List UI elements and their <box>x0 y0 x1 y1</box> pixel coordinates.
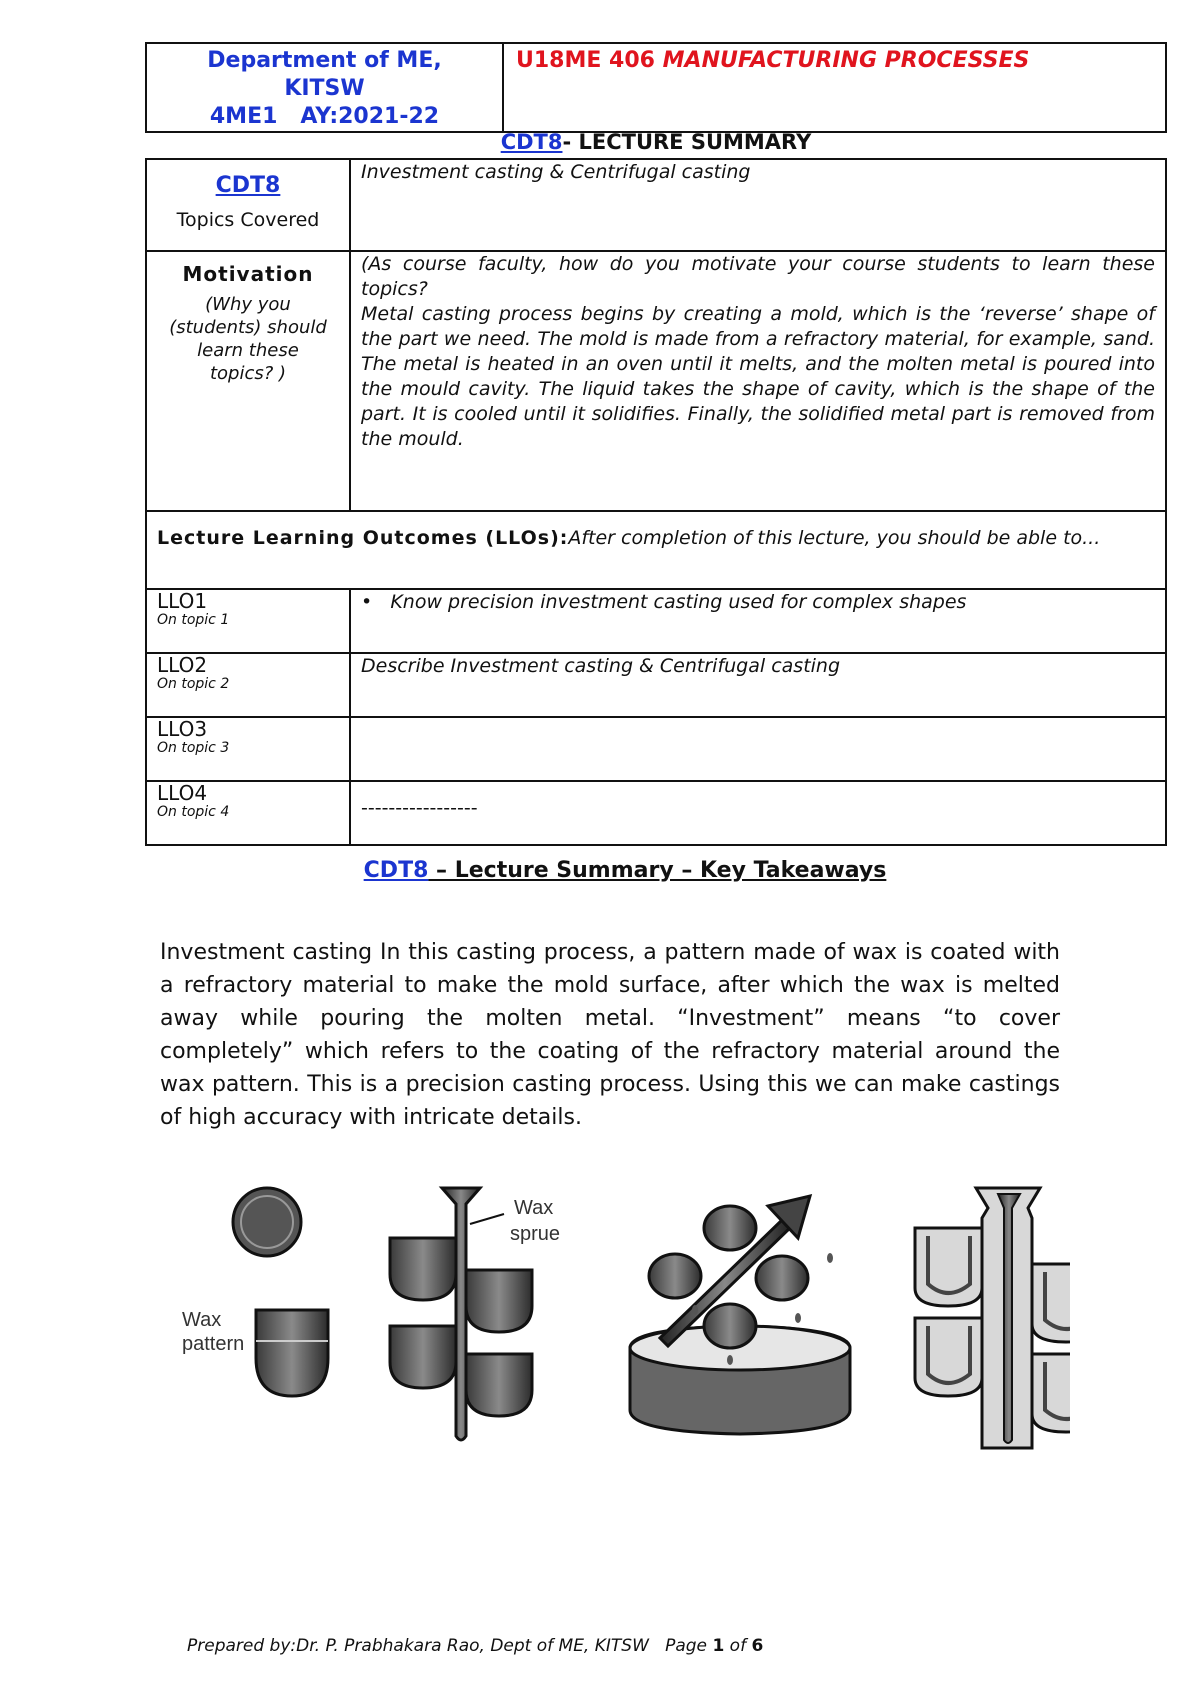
page-footer <box>187 1636 763 1656</box>
llo-text <box>350 717 1166 781</box>
llo-code-cell <box>146 781 350 845</box>
llo-text: Describe Investment casting & Centrifugal casting <box>350 653 1166 717</box>
topics-label-cell <box>146 159 350 251</box>
llo-code: LLO1 <box>157 589 208 613</box>
footer-of: of <box>724 1636 752 1656</box>
motivation-content <box>350 251 1166 511</box>
llo-header-text: After completion of this lecture, you should be able to... <box>568 527 1101 549</box>
motivation-label-cell <box>146 251 350 511</box>
llo-header-label: Lecture Learning Outcomes (LLOs): <box>157 527 569 549</box>
llo-topic: On topic 4 <box>157 804 230 820</box>
wax-sprue-label-1: Wax <box>514 1197 554 1219</box>
summary-table <box>145 158 1167 846</box>
wax-pattern-label-1: Wax <box>182 1309 222 1331</box>
llo-code-cell <box>146 589 350 653</box>
course-code: U18ME 406 <box>516 48 663 73</box>
title-rest: - LECTURE SUMMARY <box>562 130 812 154</box>
footer-total-pages: 6 <box>751 1636 764 1656</box>
llo-row <box>146 653 1166 717</box>
slurry-dip-drawing <box>630 1196 850 1434</box>
wax-pattern-label-2: pattern <box>182 1333 245 1355</box>
motivation-sub: (Why you (students) should learn these topics? ) <box>169 294 327 384</box>
llo-topic: On topic 3 <box>157 740 230 756</box>
wax-sprue-label-2: sprue <box>510 1223 561 1245</box>
dept-year: 4ME1 AY:2021-22 <box>209 104 440 129</box>
dept-cell <box>146 43 503 132</box>
llo-code: LLO2 <box>157 653 208 677</box>
course-name: MANUFACTURING PROCESSES <box>662 48 1030 73</box>
dept-institute: KITSW <box>284 76 365 101</box>
motivation-question: (As course faculty, how do you motivate your course students to learn these topics? <box>361 253 1155 300</box>
motivation-label: Motivation <box>182 262 314 286</box>
footer-prepared: Prepared by:Dr. P. Prabhakara Rao, Dept of ME, KITSW Page <box>187 1636 713 1656</box>
llo-topic: On topic 2 <box>157 676 230 692</box>
investment-casting-paragraph: Investment casting In this casting process, a pattern made of wax is coated with a refractory material to make the mold surface, after which the wax is melted away while pouring the molten metal. “Investment” means “to cover completely” which refers to the coating of the refractory material around the wax pattern. This is a precision casting process. Using this we can make castings of high accuracy with intricate details. <box>160 940 1060 1130</box>
llo-code-cell <box>146 653 350 717</box>
lecture-summary-title <box>0 130 1200 154</box>
topics-content: Investment casting & Centrifugal casting <box>350 159 1166 251</box>
llo-code: LLO3 <box>157 717 208 741</box>
coated-tree-drawing <box>915 1188 1070 1448</box>
topics-code-link[interactable]: CDT8 <box>215 173 281 198</box>
wax-pattern-drawing <box>182 1188 328 1396</box>
llo-row <box>146 589 1166 653</box>
course-cell <box>503 43 1166 132</box>
llo-text: Know precision investment casting used for complex shapes <box>390 591 967 613</box>
footer-page-number: 1 <box>712 1636 725 1656</box>
llo-code: LLO4 <box>157 781 208 805</box>
topics-label: Topics Covered <box>176 209 320 231</box>
llo-topic: On topic 1 <box>157 612 230 628</box>
motivation-text: Metal casting process begins by creating a mold, which is the ‘reverse’ shape of the part we need. The mold is made from a refractory material, for example, sand. The metal is heated in an oven until it melts, and the molten metal is poured into the mould cavity. The liquid takes the shape of cavity, which is the shape of the part. It is cooled until it solidifies. Finally, the solidified metal part is removed from the mould. <box>361 303 1155 450</box>
llo-row <box>146 781 1166 845</box>
header-table <box>145 42 1167 133</box>
key-takeaways-rest: – Lecture Summary – Key Takeaways <box>428 858 887 883</box>
key-takeaways-heading <box>0 858 1200 883</box>
llo-header-cell <box>146 511 1166 589</box>
title-code-link[interactable]: CDT8 <box>500 130 563 154</box>
llo-bullet: • <box>361 591 373 613</box>
llo-text-cell <box>350 589 1166 653</box>
llo-text: ----------------- <box>350 781 1166 845</box>
key-takeaways-code-link[interactable]: CDT8 <box>363 858 429 883</box>
dept-name: Department of ME, <box>207 48 442 73</box>
llo-row <box>146 717 1166 781</box>
llo-code-cell <box>146 717 350 781</box>
investment-casting-figure <box>170 1178 1070 1468</box>
wax-tree-drawing <box>390 1188 560 1440</box>
